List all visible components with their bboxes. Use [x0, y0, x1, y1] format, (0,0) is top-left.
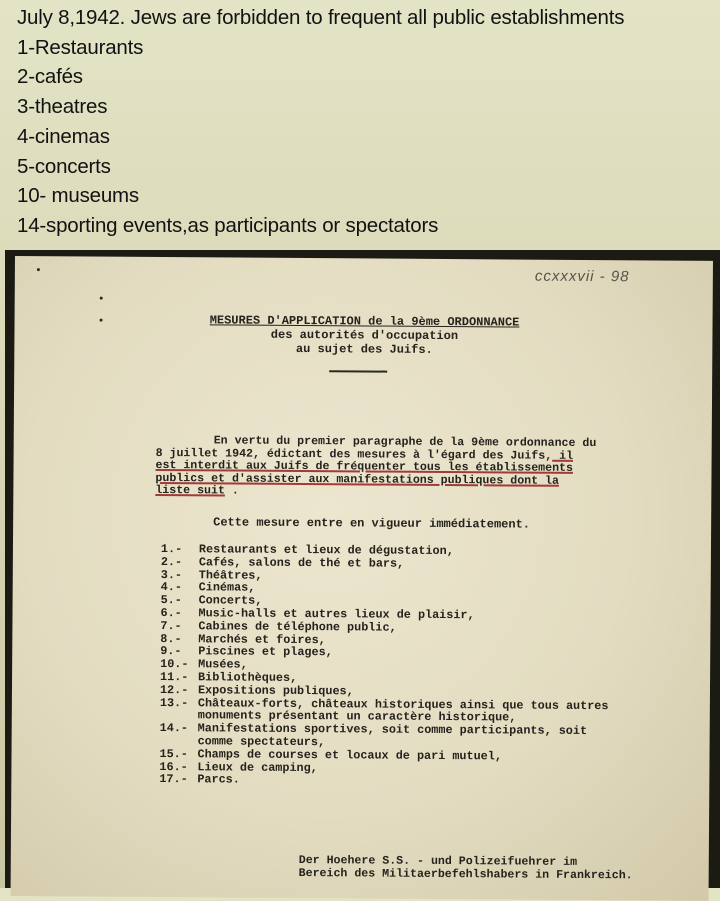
list-item-number: 8.-	[160, 631, 182, 646]
list-item-text: Cabines de téléphone public,	[198, 619, 397, 635]
signature-line: Bereich des Militaerbefehlshabers in Frankreich.	[298, 866, 633, 883]
list-item-text: Parcs.	[197, 772, 240, 787]
list-item-number: 17.-	[159, 772, 188, 787]
list-item-text: Cafés, salons de thé et bars,	[198, 555, 405, 571]
highlighted-text: liste suit	[155, 484, 225, 498]
list-item-text: Marchés et foires,	[198, 631, 326, 647]
caption-item: 3-theatres	[17, 95, 108, 119]
list-item-text: Musées,	[198, 657, 248, 672]
list-item-number: 6.-	[160, 606, 182, 621]
list-item-number: 14.-	[159, 721, 189, 736]
hole-punch-mark	[100, 319, 103, 322]
list-item-number: 13.-	[159, 695, 189, 710]
list-item-text: Concerts,	[198, 593, 263, 608]
document-heading	[144, 313, 584, 358]
heading-line: des autorités d'occupation	[270, 327, 459, 344]
list-item-text: comme spectateurs,	[197, 734, 326, 750]
document-paper	[11, 256, 713, 901]
list-item-number: 2.-	[160, 554, 183, 569]
caption-item: 4-cinemas	[17, 124, 110, 148]
paragraph-line	[155, 485, 685, 501]
list-item-text: Cinémas,	[198, 580, 256, 596]
list-item-number: 5.-	[160, 593, 182, 608]
list-item-number: 15.-	[159, 746, 188, 761]
highlighted-line: est interdit aux Juifs de fréquenter tous les établissements	[155, 459, 574, 476]
caption-item: 14-sporting events,as participants or spectators	[17, 213, 439, 237]
caption-item: 1-Restaurants	[17, 35, 144, 59]
list-item-text: Restaurants et lieux de dégustation,	[198, 542, 454, 559]
list-item-text: Théâtres,	[198, 567, 263, 583]
list-item-text: Manifestations sportives, soit comme participants, soit	[197, 721, 588, 739]
forbidden-places-list	[159, 543, 720, 790]
heading-line: MESURES D'APPLICATION de la 9ème ORDONNANCE	[209, 313, 520, 330]
list-item-text: Champs de courses et locaux de pari mutuel,	[197, 747, 502, 764]
list-item-text: Music-halls et autres lieux de plaisir,	[198, 606, 475, 623]
list-item-number: 11.-	[160, 669, 189, 685]
signature-line: Der Hoehere S.S. - und Polizeifuehrer im	[298, 853, 578, 869]
heading-rule	[329, 370, 387, 372]
caption-item: 10- museums	[17, 184, 139, 208]
caption-title: July 8,1942. Jews are forbidden to frequent all public establishments	[17, 6, 625, 29]
list-item-number: 1.-	[160, 542, 183, 557]
paragraph-text: 8 juillet 1942, édictant des mesures à l'égard des Juifs,	[155, 446, 553, 463]
list-item-text: monuments présentant un caractère historique,	[197, 708, 517, 725]
highlighted-text: il	[552, 449, 574, 463]
hole-punch-mark	[37, 268, 40, 271]
hole-punch-mark	[100, 297, 103, 300]
highlighted-line: publics et d'assister aux manifestations publiques dont la	[155, 471, 560, 488]
list-item-text: Expositions publiques,	[197, 683, 354, 699]
caption-item: 5-concerts	[17, 154, 111, 178]
heading-line: au sujet des Juifs.	[295, 341, 433, 357]
caption	[17, 3, 717, 241]
list-item-number: 12.-	[159, 682, 189, 697]
caption-item: 2-cafés	[17, 65, 83, 89]
list-item-text: Bibliothèques,	[198, 670, 298, 685]
list-item-number: 7.-	[160, 618, 182, 633]
list-item-text: Châteaux-forts, châteaux historiques ainsi que tous autres	[197, 695, 609, 713]
list-item-number: 9.-	[160, 644, 182, 659]
list-item-number: 10.-	[160, 657, 189, 672]
paragraph-text: .	[224, 484, 239, 498]
list-item-number: 4.-	[160, 580, 182, 595]
list-item-text: Piscines et plages,	[198, 644, 333, 660]
signature-block	[299, 854, 719, 883]
intro-paragraph	[155, 435, 685, 502]
paragraph-line: En vertu du premier paragraphe de la 9ème ordonnance du	[213, 434, 597, 451]
archive-stamp: ccxxxvii - 98	[534, 267, 630, 286]
list-item-number: 3.-	[160, 567, 183, 582]
measure-statement: Cette mesure entre en vigueur immédiatement.	[213, 515, 531, 532]
list-item-number: 16.-	[159, 759, 188, 774]
list-item	[159, 773, 719, 790]
document-photo	[5, 250, 720, 888]
list-item-text: Lieux de camping,	[197, 759, 318, 775]
